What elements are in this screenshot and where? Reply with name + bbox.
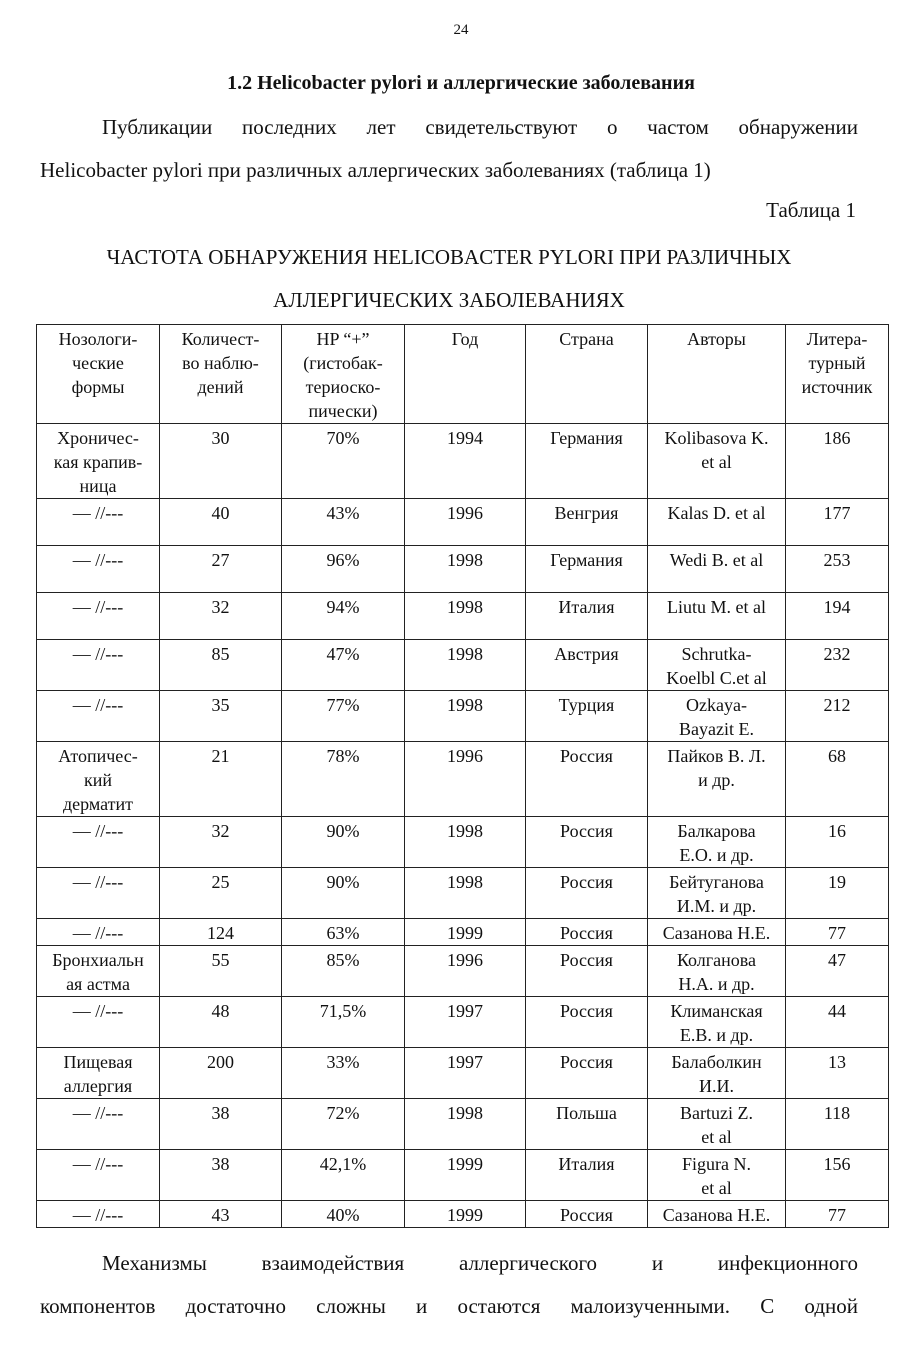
cell-source: 232 — [786, 640, 889, 691]
cell-authors: Figura N. et al — [648, 1150, 786, 1201]
cell-authors: Бейтуганова И.М. и др. — [648, 868, 786, 919]
table-title — [40, 236, 858, 322]
cell-form: Атопичес- кий дерматит — [37, 742, 160, 817]
intro-line: Helicobacter pylori при различных аллергических заболеваниях (таблица 1) — [40, 158, 711, 182]
cell-count: 43 — [160, 1201, 282, 1228]
intro-line: Публикации последних лет свидетельствуют о частом обнаружении — [102, 115, 858, 139]
cell-authors: Балкарова Е.О. и др. — [648, 817, 786, 868]
table-row — [37, 1201, 889, 1228]
cell-form: — //--- — [37, 593, 160, 640]
table-header-row — [37, 325, 889, 424]
header-country: Страна — [526, 325, 648, 424]
table-row — [37, 868, 889, 919]
cell-source: 177 — [786, 499, 889, 546]
cell-hp: 78% — [282, 742, 405, 817]
cell-authors: Kolibasova K. et al — [648, 424, 786, 499]
cell-source: 253 — [786, 546, 889, 593]
cell-source: 212 — [786, 691, 889, 742]
header-count: Количест- во наблю- дений — [160, 325, 282, 424]
cell-country: Россия — [526, 742, 648, 817]
cell-authors: Bartuzi Z. et al — [648, 1099, 786, 1150]
intro-paragraph — [40, 106, 858, 192]
table-title-line: ЧАСТОТА ОБНАРУЖЕНИЯ HELICOBACTER PYLORI ПРИ РАЗЛИЧНЫХ — [106, 245, 792, 269]
cell-count: 27 — [160, 546, 282, 593]
cell-authors: Kalas D. et al — [648, 499, 786, 546]
cell-count: 32 — [160, 593, 282, 640]
cell-country: Россия — [526, 1048, 648, 1099]
cell-authors: Пайков В. Л. и др. — [648, 742, 786, 817]
cell-hp: 94% — [282, 593, 405, 640]
outro-paragraph — [40, 1242, 858, 1328]
cell-form: — //--- — [37, 868, 160, 919]
outro-line: компонентов достаточно сложны и остаются малоизученными. С одной — [40, 1294, 858, 1318]
cell-authors: Колганова Н.А. и др. — [648, 946, 786, 997]
cell-form: — //--- — [37, 919, 160, 946]
cell-hp: 72% — [282, 1099, 405, 1150]
cell-country: Россия — [526, 946, 648, 997]
cell-hp: 33% — [282, 1048, 405, 1099]
cell-year: 1999 — [405, 919, 526, 946]
table-row — [37, 997, 889, 1048]
cell-source: 47 — [786, 946, 889, 997]
cell-country: Россия — [526, 868, 648, 919]
table-row — [37, 593, 889, 640]
cell-authors: Liutu M. et al — [648, 593, 786, 640]
cell-form: — //--- — [37, 1201, 160, 1228]
table-row — [37, 742, 889, 817]
cell-country: Россия — [526, 817, 648, 868]
cell-hp: 71,5% — [282, 997, 405, 1048]
table-row — [37, 946, 889, 997]
cell-year: 1997 — [405, 1048, 526, 1099]
cell-year: 1998 — [405, 691, 526, 742]
cell-year: 1999 — [405, 1150, 526, 1201]
cell-country: Германия — [526, 424, 648, 499]
table-row — [37, 817, 889, 868]
cell-source: 44 — [786, 997, 889, 1048]
cell-count: 30 — [160, 424, 282, 499]
cell-form: — //--- — [37, 997, 160, 1048]
table-row — [37, 1150, 889, 1201]
header-authors: Авторы — [648, 325, 786, 424]
cell-country: Германия — [526, 546, 648, 593]
header-year: Год — [405, 325, 526, 424]
outro-line: Механизмы взаимодействия аллергического и инфекционного — [102, 1251, 858, 1275]
cell-hp: 77% — [282, 691, 405, 742]
cell-country: Россия — [526, 997, 648, 1048]
cell-source: 68 — [786, 742, 889, 817]
data-table — [36, 324, 889, 1228]
cell-year: 1999 — [405, 1201, 526, 1228]
cell-hp: 90% — [282, 817, 405, 868]
table-title-line: АЛЛЕРГИЧЕСКИХ ЗАБОЛЕВАНИЯХ — [273, 288, 625, 312]
cell-source: 118 — [786, 1099, 889, 1150]
header-form: Нозологи- ческие формы — [37, 325, 160, 424]
cell-source: 77 — [786, 1201, 889, 1228]
section-heading: 1.2 Helicobacter pylori и аллергические заболевания — [227, 72, 695, 94]
table-row — [37, 499, 889, 546]
cell-count: 124 — [160, 919, 282, 946]
cell-country: Италия — [526, 593, 648, 640]
cell-count: 21 — [160, 742, 282, 817]
cell-count: 55 — [160, 946, 282, 997]
cell-hp: 43% — [282, 499, 405, 546]
table-label: Таблица 1 — [766, 198, 856, 222]
cell-authors: Schrutka- Koelbl C.et al — [648, 640, 786, 691]
cell-authors: Сазанова Н.Е. — [648, 1201, 786, 1228]
cell-authors: Балаболкин И.И. — [648, 1048, 786, 1099]
cell-form: — //--- — [37, 691, 160, 742]
cell-year: 1997 — [405, 997, 526, 1048]
cell-authors: Ozkaya- Bayazit E. — [648, 691, 786, 742]
table-row — [37, 424, 889, 499]
cell-year: 1998 — [405, 1099, 526, 1150]
cell-authors: Wedi B. et al — [648, 546, 786, 593]
cell-year: 1996 — [405, 742, 526, 817]
cell-hp: 70% — [282, 424, 405, 499]
cell-form: — //--- — [37, 546, 160, 593]
cell-form: Хроничес- кая крапив- ница — [37, 424, 160, 499]
cell-year: 1998 — [405, 593, 526, 640]
cell-year: 1998 — [405, 868, 526, 919]
table-row — [37, 919, 889, 946]
cell-country: Польша — [526, 1099, 648, 1150]
cell-country: Турция — [526, 691, 648, 742]
cell-form: Пищевая аллергия — [37, 1048, 160, 1099]
page-number: 24 — [453, 22, 469, 38]
cell-country: Италия — [526, 1150, 648, 1201]
cell-year: 1998 — [405, 817, 526, 868]
cell-hp: 40% — [282, 1201, 405, 1228]
cell-country: Россия — [526, 919, 648, 946]
cell-year: 1996 — [405, 946, 526, 997]
table-row — [37, 640, 889, 691]
cell-source: 77 — [786, 919, 889, 946]
header-source: Литера- турный источник — [786, 325, 889, 424]
table-row — [37, 546, 889, 593]
cell-form: — //--- — [37, 1150, 160, 1201]
cell-hp: 96% — [282, 546, 405, 593]
cell-year: 1994 — [405, 424, 526, 499]
cell-count: 48 — [160, 997, 282, 1048]
cell-form: — //--- — [37, 1099, 160, 1150]
cell-hp: 47% — [282, 640, 405, 691]
table-row — [37, 691, 889, 742]
cell-source: 19 — [786, 868, 889, 919]
cell-count: 38 — [160, 1150, 282, 1201]
cell-form: — //--- — [37, 817, 160, 868]
cell-hp: 85% — [282, 946, 405, 997]
table-row — [37, 1048, 889, 1099]
cell-hp: 90% — [282, 868, 405, 919]
cell-source: 13 — [786, 1048, 889, 1099]
cell-authors: Сазанова Н.Е. — [648, 919, 786, 946]
cell-count: 85 — [160, 640, 282, 691]
cell-form: Бронхиальн ая астма — [37, 946, 160, 997]
table-body — [37, 424, 889, 1228]
cell-source: 194 — [786, 593, 889, 640]
cell-count: 200 — [160, 1048, 282, 1099]
cell-form: — //--- — [37, 640, 160, 691]
cell-count: 32 — [160, 817, 282, 868]
cell-source: 16 — [786, 817, 889, 868]
cell-source: 186 — [786, 424, 889, 499]
cell-country: Венгрия — [526, 499, 648, 546]
cell-country: Россия — [526, 1201, 648, 1228]
cell-year: 1998 — [405, 640, 526, 691]
cell-country: Австрия — [526, 640, 648, 691]
header-hp: HP “+” (гистобак- териоско- пически) — [282, 325, 405, 424]
cell-hp: 42,1% — [282, 1150, 405, 1201]
cell-authors: Климанская Е.В. и др. — [648, 997, 786, 1048]
cell-count: 40 — [160, 499, 282, 546]
cell-count: 35 — [160, 691, 282, 742]
cell-form: — //--- — [37, 499, 160, 546]
cell-count: 38 — [160, 1099, 282, 1150]
cell-source: 156 — [786, 1150, 889, 1201]
table-row — [37, 1099, 889, 1150]
cell-hp: 63% — [282, 919, 405, 946]
cell-count: 25 — [160, 868, 282, 919]
cell-year: 1998 — [405, 546, 526, 593]
cell-year: 1996 — [405, 499, 526, 546]
